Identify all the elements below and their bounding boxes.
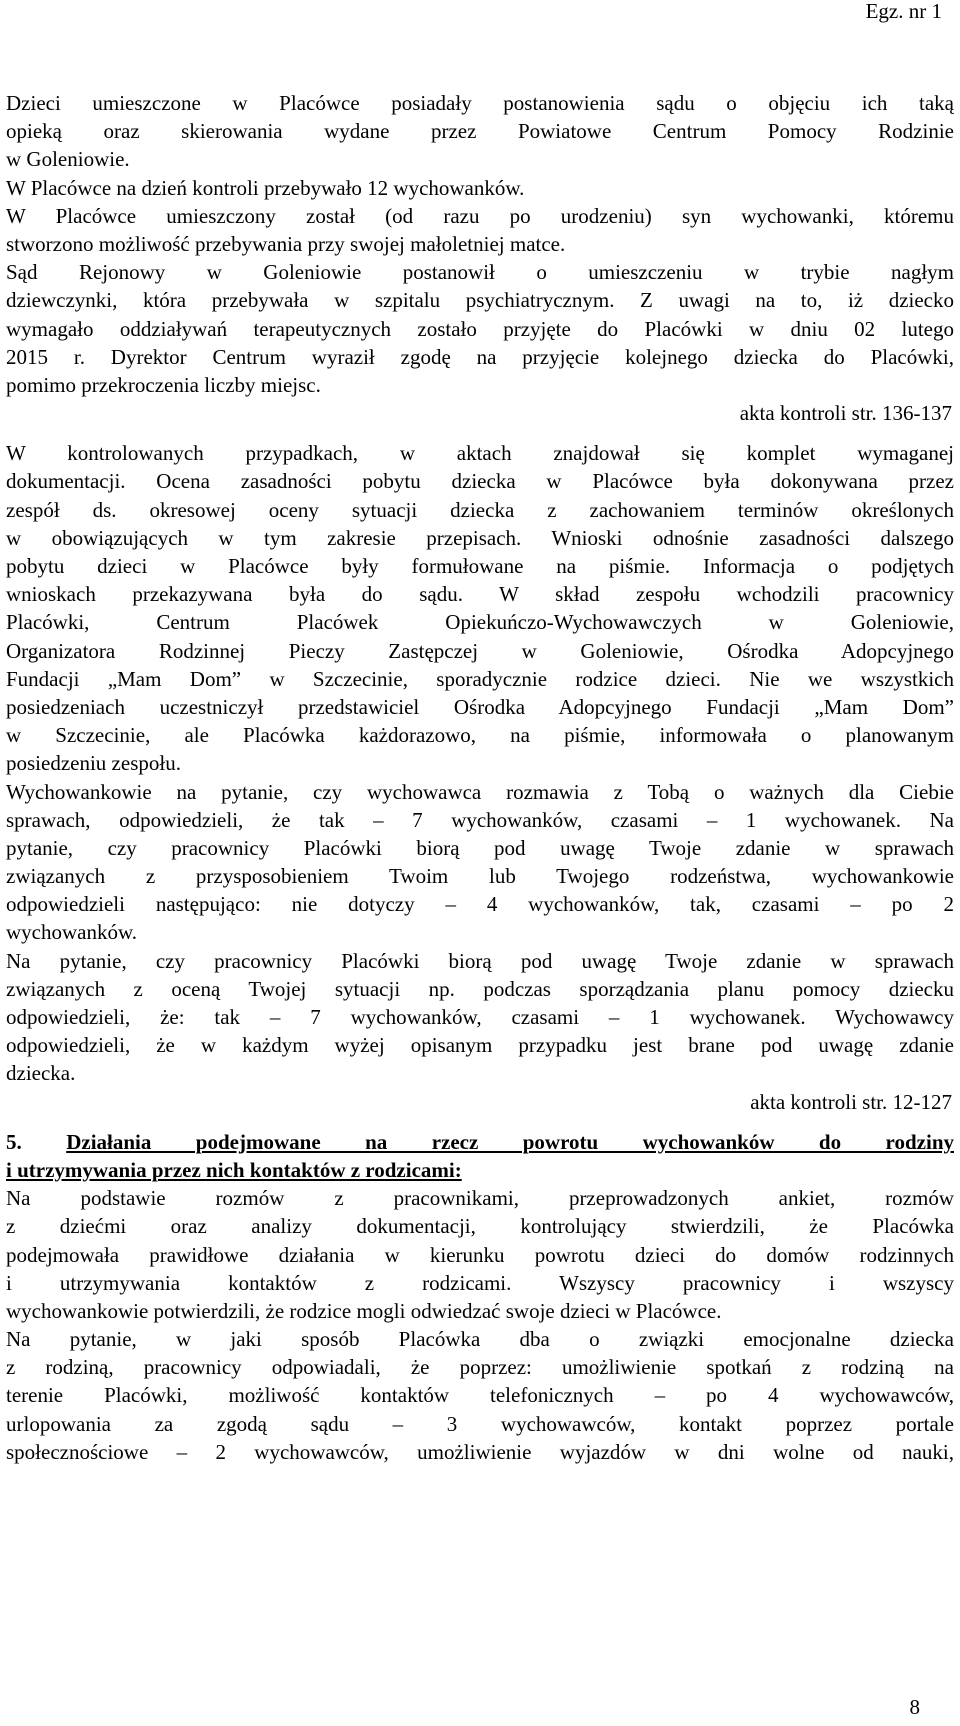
text-line: wychowanków. bbox=[6, 920, 138, 945]
text-line: posiedzeniach uczestniczył przedstawiciel Ośrodka Adopcyjnego Fundacji „Mam Dom” bbox=[6, 694, 954, 719]
document-body bbox=[6, 89, 954, 1466]
text-line: z rodziną, pracownicy odpowiadali, że poprzez: umożliwienie spotkań z rodziną na bbox=[6, 1355, 954, 1380]
paragraph-pupils-survey bbox=[6, 778, 954, 947]
text-line: odpowiedzieli, że: tak – 7 wychowanków, czasami – 1 wychowanek. Wychowawcy bbox=[6, 1005, 954, 1029]
text-line: odpowiedzieli następująco: nie dotyczy – 4 wychowanków, tak, czasami – po 2 bbox=[6, 892, 954, 917]
text-line: Na pytanie, w jaki sposób Placówka dba o związki emocjonalne dziecka bbox=[6, 1327, 954, 1352]
text-line: w Goleniowie. bbox=[6, 147, 130, 172]
paragraph-family-return bbox=[6, 1184, 954, 1325]
reference-note: akta kontroli str. 136-137 bbox=[739, 401, 952, 426]
text-line: w Szczecinie, ale Placówka każdorazowo, na piśmie, informowała o planowanym bbox=[6, 723, 954, 748]
paragraph-placement bbox=[6, 89, 954, 399]
section-heading-line bbox=[6, 1128, 954, 1156]
text-line: dziecka. bbox=[6, 1061, 76, 1086]
text-line: Na podstawie rozmów z pracownikami, przeprowadzonych ankiet, rozmów bbox=[6, 1186, 954, 1211]
text-line: i utrzymywania kontaktów z rodzicami. Wszyscy pracownicy i wszyscy bbox=[6, 1270, 954, 1295]
page-number: 8 bbox=[909, 1695, 920, 1719]
text-line: posiedzeniu zespołu. bbox=[6, 751, 181, 776]
paragraph-emotional-bonds bbox=[6, 1325, 954, 1466]
text-line: urlopowania za zgodą sądu – 3 wychowawców, kontakt poprzez portale bbox=[6, 1411, 954, 1436]
copy-number-label: Egz. nr 1 bbox=[865, 0, 942, 23]
text-line: opieką oraz skierowania wydane przez Powiatowe Centrum Pomocy Rodzinie bbox=[6, 119, 954, 144]
text-line: W kontrolowanych przypadkach, w aktach znajdował się komplet wymaganej bbox=[6, 441, 954, 466]
text-line: społecznościowe – 2 wychowawców, umożliwienie wyjazdów w dni wolne od nauki, bbox=[6, 1439, 954, 1464]
text-line: dziewczynki, która przebywała w szpitalu psychiatrycznym. Z uwagi na to, iż dziecko bbox=[6, 288, 954, 313]
text-line: Na pytanie, czy pracownicy Placówki biorą pod uwagę Twoje zdanie w sprawach bbox=[6, 948, 954, 973]
section-heading bbox=[6, 1128, 954, 1184]
section-title-part: Działania podejmowane na rzecz powrotu wychowanków do rodziny bbox=[66, 1129, 954, 1154]
section-number: 5. bbox=[6, 1129, 22, 1154]
text-line: związanych z oceną Twojej sytuacji np. podczas sporządzania planu pomocy dziecku bbox=[6, 976, 954, 1001]
text-line: Wychowankowie na pytanie, czy wychowawca rozmawia z Tobą o ważnych dla Ciebie bbox=[6, 779, 954, 804]
text-line: wymagało oddziaływań terapeutycznych zostało przyjęte do Placówki w dniu 02 lutego bbox=[6, 316, 954, 341]
section-heading-line bbox=[6, 1156, 954, 1184]
paragraph-documentation bbox=[6, 439, 954, 777]
text-line: sprawach, odpowiedzieli, że tak – 7 wychowanków, czasami – 1 wychowanek. Na bbox=[6, 807, 954, 832]
text-line: pobytu dzieci w Placówce były formułowane na piśmie. Informacja o podjętych bbox=[6, 554, 954, 578]
text-line: w obowiązujących w tym zakresie przepisach. Wnioski odnośnie zasadności dalszego bbox=[6, 525, 954, 550]
text-line: dokumentacji. Ocena zasadności pobytu dziecka w Placówce była dokonywana przez bbox=[6, 469, 954, 494]
text-line: wnioskach przekazywana była do sądu. W skład zespołu wchodzili pracownicy bbox=[6, 582, 954, 607]
text-line: 2015 r. Dyrektor Centrum wyraził zgodę na przyjęcie kolejnego dziecka do Placówki, bbox=[6, 344, 954, 369]
text-line: W Placówce umieszczony został (od razu po urodzeniu) syn wychowanki, któremu bbox=[6, 203, 954, 228]
text-line: związanych z przysposobieniem Twoim lub Twojego rodzeństwa, wychowankowie bbox=[6, 864, 954, 889]
text-line: wychowankowie potwierdzili, że rodzice mogli odwiedzać swoje dzieci w Placówce. bbox=[6, 1298, 722, 1323]
reference-note: akta kontroli str. 12-127 bbox=[750, 1089, 952, 1114]
text-line: odpowiedzieli, że w każdym wyżej opisanym przypadku jest brane pod uwagę zdanie bbox=[6, 1033, 954, 1058]
text-line: podejmowała prawidłowe działania w kierunku powrotu dzieci do domów rodzinnych bbox=[6, 1242, 954, 1267]
text-line: Placówki, Centrum Placówek Opiekuńczo-Wychowawczych w Goleniowie, bbox=[6, 610, 954, 635]
text-line: pytanie, czy pracownicy Placówki biorą pod uwagę Twoje zdanie w sprawach bbox=[6, 835, 954, 860]
section-title-part: i utrzymywania przez nich kontaktów z rodzicami: bbox=[6, 1157, 462, 1182]
text-line: terenie Placówki, możliwość kontaktów telefonicznych – po 4 wychowawców, bbox=[6, 1383, 954, 1408]
paragraph-situation-assessment bbox=[6, 947, 954, 1088]
text-line: pomimo przekroczenia liczby miejsc. bbox=[6, 372, 321, 397]
text-line: z dziećmi oraz analizy dokumentacji, kontrolujący stwierdzili, że Placówka bbox=[6, 1214, 954, 1239]
text-line: Dzieci umieszczone w Placówce posiadały postanowienia sądu o objęciu ich taką bbox=[6, 91, 954, 115]
text-line: Sąd Rejonowy w Goleniowie postanowił o umieszczeniu w trybie nagłym bbox=[6, 260, 954, 285]
text-line: Fundacji „Mam Dom” w Szczecinie, sporadycznie rodzice dzieci. Nie we wszystkich bbox=[6, 666, 954, 691]
text-line: Organizatora Rodzinnej Pieczy Zastępczej w Goleniowie, Ośrodka Adopcyjnego bbox=[6, 638, 954, 663]
text-line: W Placówce na dzień kontroli przebywało 12 wychowanków. bbox=[6, 175, 525, 200]
text-line: zespół ds. okresowej oceny sytuacji dziecka z zachowaniem terminów określonych bbox=[6, 497, 954, 522]
text-line: stworzono możliwość przebywania przy swojej małoletniej matce. bbox=[6, 231, 566, 256]
